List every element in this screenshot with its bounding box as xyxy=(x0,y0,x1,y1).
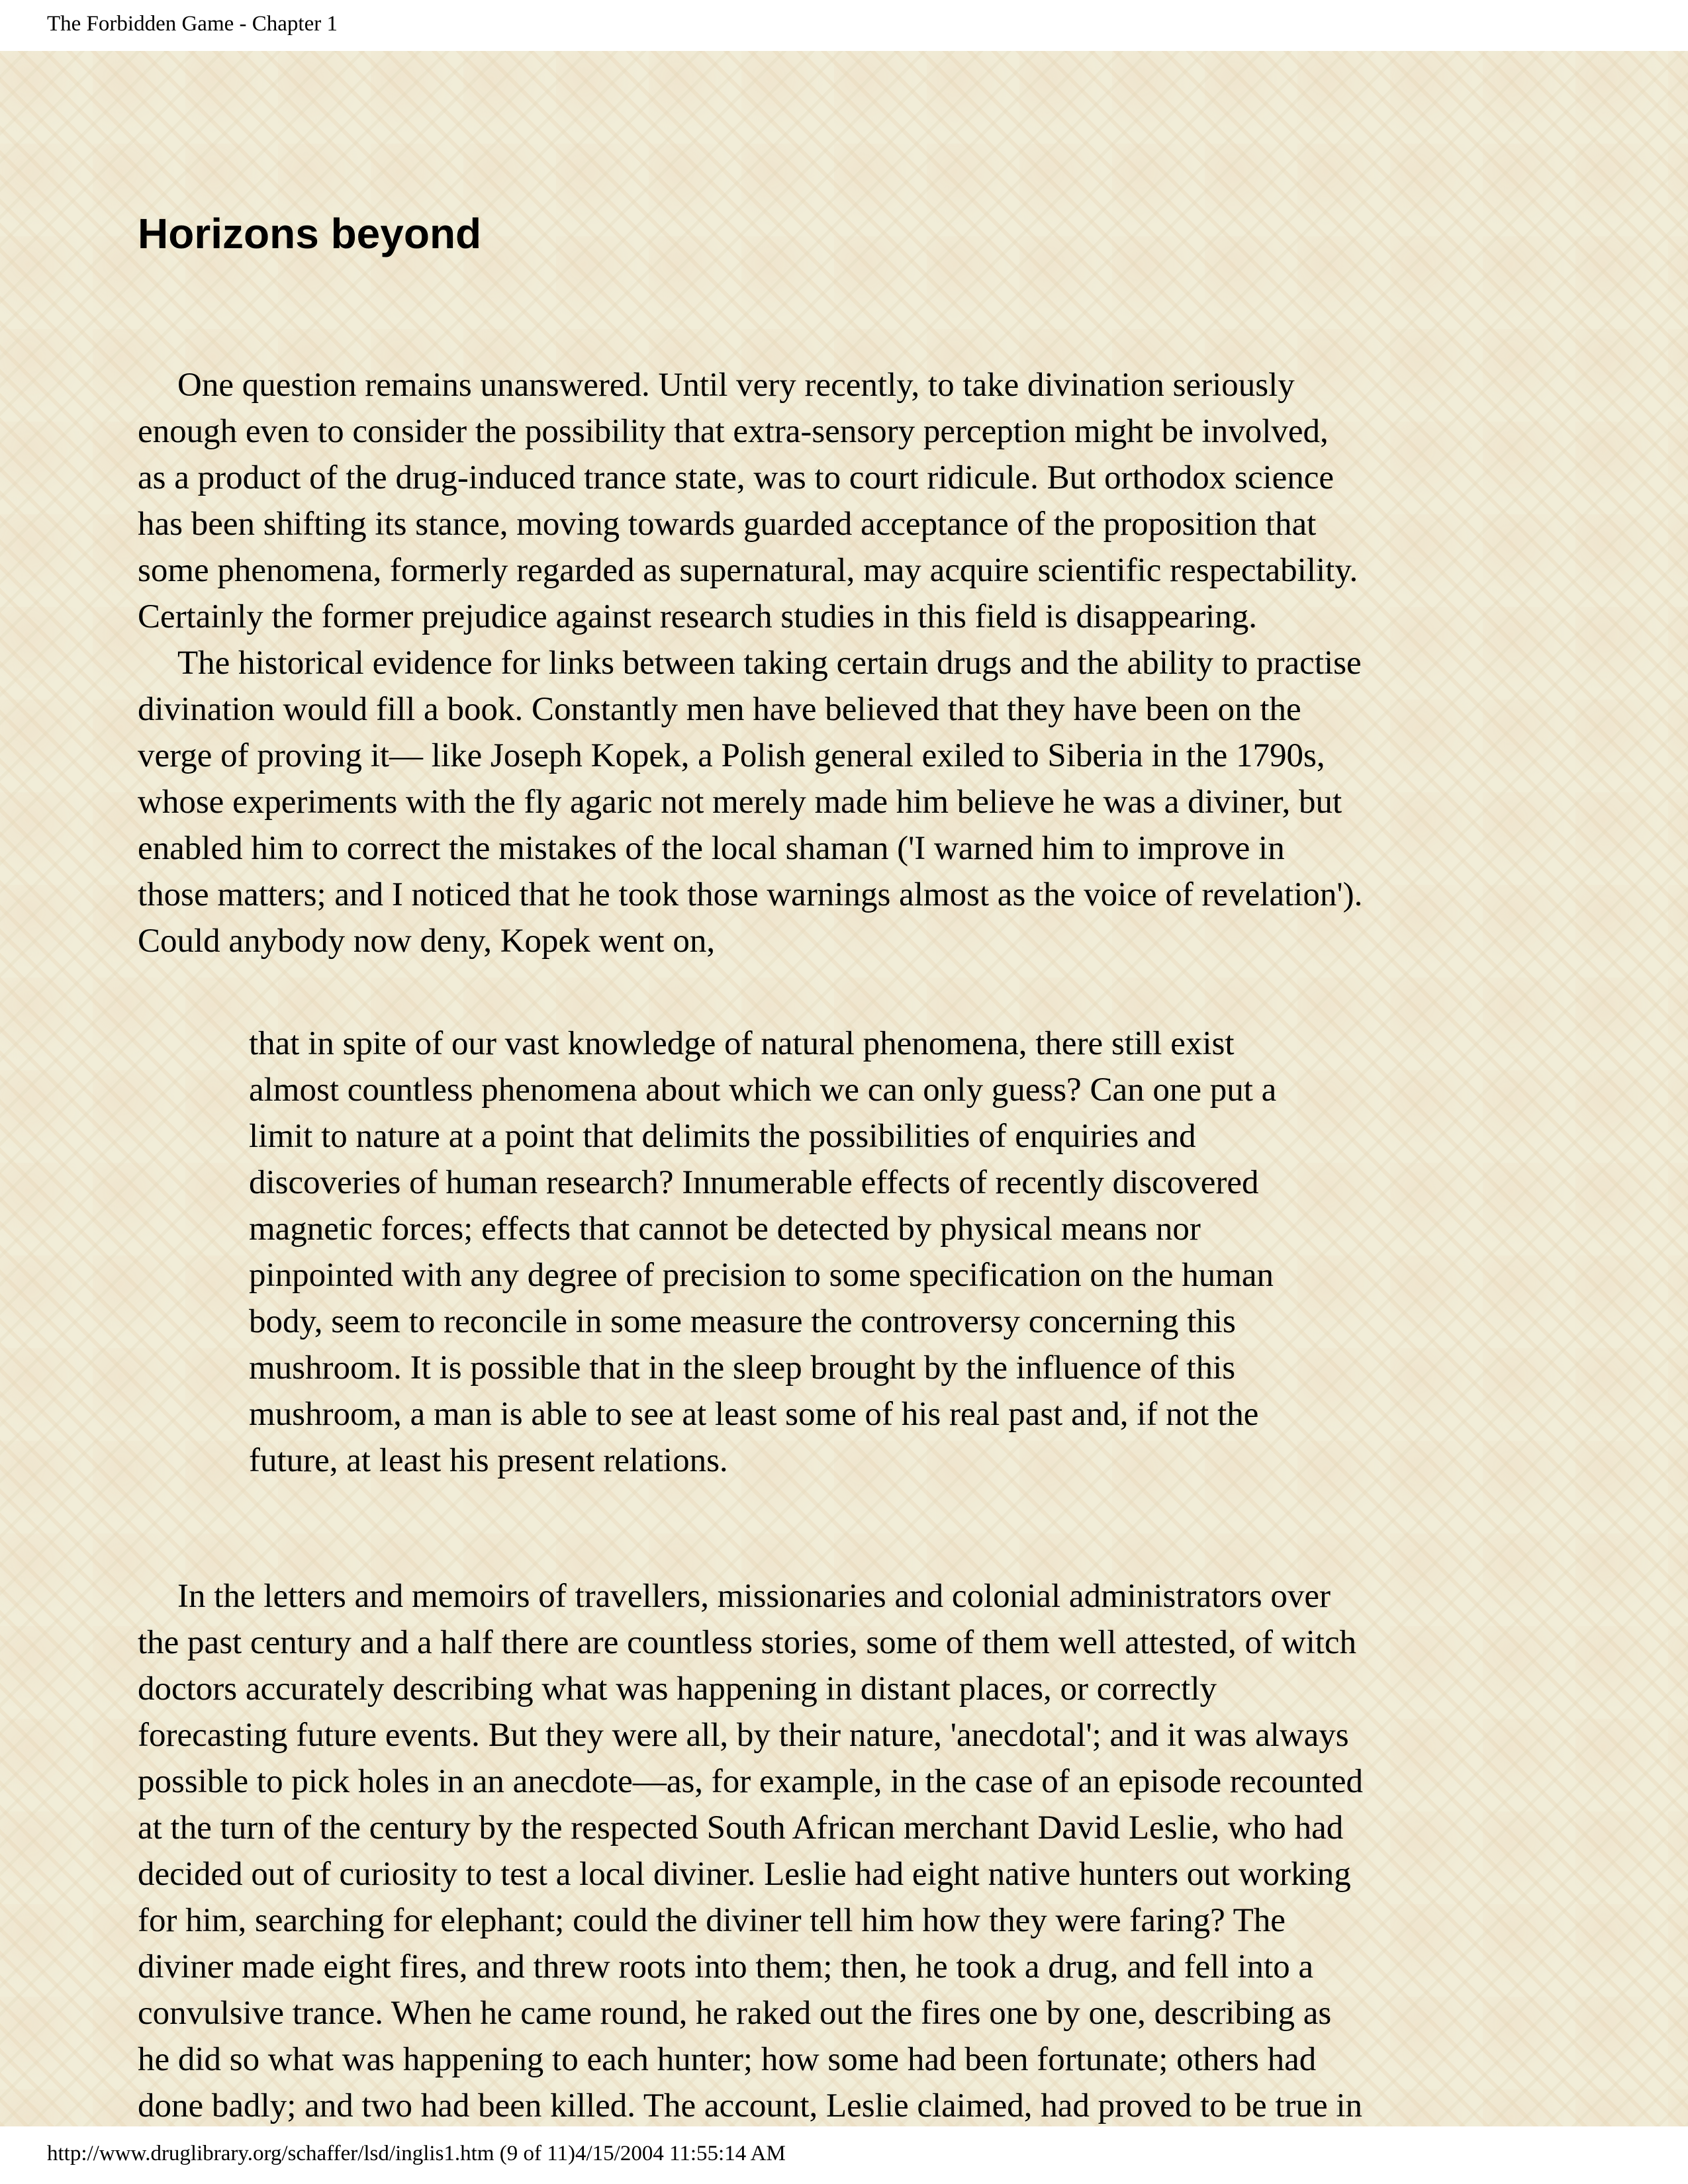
quote-line: magnetic forces; effects that cannot be detected by physical means nor xyxy=(249,1210,1201,1248)
quote-line: discoveries of human research? Innumerable effects of recently discovered xyxy=(249,1164,1259,1201)
quote-line: mushroom, a man is able to see at least some of his real past and, if not the xyxy=(249,1396,1259,1433)
print-header-title: The Forbidden Game - Chapter 1 xyxy=(47,12,338,36)
text-line: forecasting future events. But they were all, by their nature, 'anecdotal'; and it was always xyxy=(138,1717,1349,1754)
paragraph-block-1 xyxy=(138,362,1362,964)
text-line: possible to pick holes in an anecdote—as, for example, in the case of an episode recounted xyxy=(138,1763,1363,1800)
text-line: he did so what was happening to each hunter; how some had been fortunate; others had xyxy=(138,2041,1317,2078)
quote-line: pinpointed with any degree of precision to some specification on the human xyxy=(249,1257,1274,1294)
text-line: whose experiments with the fly agaric not merely made him believe he was a diviner, but xyxy=(138,784,1342,821)
page-content-area xyxy=(0,51,1688,2126)
section-heading: Horizons beyond xyxy=(138,210,482,257)
quote-line: future, at least his present relations. xyxy=(249,1442,728,1479)
text-line: divination would fill a book. Constantly men have believed that they have been on the xyxy=(138,691,1301,728)
text-line: some phenomena, formerly regarded as supernatural, may acquire scientific respectability. xyxy=(138,552,1358,589)
text-line: done badly; and two had been killed. The account, Leslie claimed, had proved to be true in xyxy=(138,2087,1363,2124)
quote-line: that in spite of our vast knowledge of natural phenomena, there still exist xyxy=(249,1025,1235,1062)
text-line: In the letters and memoirs of travellers, missionaries and colonial administrators over xyxy=(177,1578,1331,1615)
text-line: Could anybody now deny, Kopek went on, xyxy=(138,923,716,960)
text-line: has been shifting its stance, moving towards guarded acceptance of the proposition that xyxy=(138,506,1317,543)
text-line: One question remains unanswered. Until very recently, to take divination seriously xyxy=(177,367,1295,404)
text-line: The historical evidence for links between taking certain drugs and the ability to practise xyxy=(177,645,1362,682)
quote-line: body, seem to reconcile in some measure the controversy concerning this xyxy=(249,1303,1236,1340)
text-line: diviner made eight fires, and threw roots into them; then, he took a drug, and fell into a xyxy=(138,1948,1314,1985)
text-line: enough even to consider the possibility that extra-sensory perception might be involved, xyxy=(138,413,1329,450)
print-footer-url: http://www.druglibrary.org/schaffer/lsd/inglis1.htm (9 of 11)4/15/2004 11:55:14 AM xyxy=(47,2142,786,2165)
paragraph-block-2 xyxy=(138,1573,1363,2126)
text-line: verge of proving it— like Joseph Kopek, a Polish general exiled to Siberia in the 1790s, xyxy=(138,737,1325,774)
text-line: Certainly the former prejudice against research studies in this field is disappearing. xyxy=(138,598,1257,635)
text-line: the past century and a half there are countless stories, some of them well attested, of witch xyxy=(138,1624,1357,1661)
text-line: enabled him to correct the mistakes of the local shaman ('I warned him to improve in xyxy=(138,830,1285,867)
text-line: at the turn of the century by the respected South African merchant David Leslie, who had xyxy=(138,1809,1344,1846)
quote-line: limit to nature at a point that delimits the possibilities of enquiries and xyxy=(249,1118,1196,1155)
text-line: decided out of curiosity to test a local diviner. Leslie had eight native hunters out working xyxy=(138,1856,1351,1893)
blockquote xyxy=(249,1021,1276,1484)
text-line: convulsive trance. When he came round, he raked out the fires one by one, describing as xyxy=(138,1995,1332,2032)
text-line: for him, searching for elephant; could the diviner tell him how they were faring? The xyxy=(138,1902,1286,1939)
text-line: those matters; and I noticed that he took those warnings almost as the voice of revelation'). xyxy=(138,876,1363,913)
quote-line: almost countless phenomena about which we can only guess? Can one put a xyxy=(249,1071,1277,1109)
text-line: as a product of the drug-induced trance state, was to court ridicule. But orthodox science xyxy=(138,459,1335,496)
text-line: doctors accurately describing what was happening in distant places, or correctly xyxy=(138,1670,1217,1707)
quote-line: mushroom. It is possible that in the sleep brought by the influence of this xyxy=(249,1349,1236,1387)
